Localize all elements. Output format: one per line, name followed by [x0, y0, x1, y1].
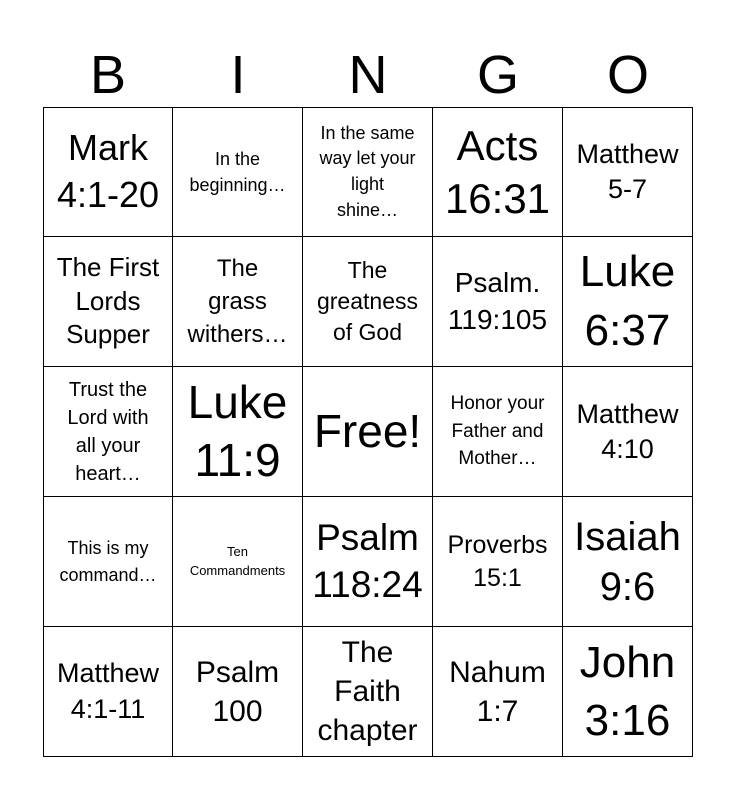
bingo-cell-r3c4[interactable]	[433, 367, 563, 497]
cell-text: Honor your Father and Mother…	[450, 393, 545, 470]
cell-text: The First Lords Supper	[56, 251, 160, 350]
bingo-cell-r4c1[interactable]	[43, 497, 173, 627]
cell-text: Trust the Lord with all your heart…	[67, 378, 149, 485]
bingo-cell-r1c2[interactable]	[173, 107, 303, 237]
bingo-cell-r4c2[interactable]	[173, 497, 303, 627]
bingo-header	[43, 44, 693, 106]
header-letter-o: O	[606, 45, 649, 105]
bingo-cell-r1c4[interactable]	[433, 107, 563, 237]
cell-text: Matthew 5-7	[576, 139, 679, 204]
bingo-cell-r4c3[interactable]	[303, 497, 433, 627]
cell-text: Acts 16:31	[444, 121, 551, 222]
bingo-cell-r1c5[interactable]	[563, 107, 693, 237]
bingo-cell-r2c5[interactable]	[563, 237, 693, 367]
bingo-cell-r5c2[interactable]	[173, 627, 303, 757]
cell-text: Ten Commandments	[189, 544, 286, 578]
cell-text: Free!	[313, 405, 422, 458]
bingo-cell-r3c1[interactable]	[43, 367, 173, 497]
bingo-cell-r5c4[interactable]	[433, 627, 563, 757]
bingo-cell-r5c5[interactable]	[563, 627, 693, 757]
header-letter-n: N	[348, 45, 388, 105]
cell-text: Psalm 118:24	[312, 516, 423, 605]
cell-text: Mark 4:1-20	[56, 127, 160, 215]
cell-text: Matthew 4:10	[576, 398, 679, 464]
cell-text: Matthew 4:1-11	[56, 657, 160, 724]
header-letter-b: B	[89, 45, 127, 105]
bingo-board	[43, 107, 693, 757]
cell-text: John 3:16	[579, 638, 676, 745]
cell-text: Luke 6:37	[579, 247, 676, 355]
bingo-cell-r3c3[interactable]	[303, 367, 433, 497]
cell-text: Proverbs 15:1	[447, 530, 548, 592]
bingo-cell-r5c1[interactable]	[43, 627, 173, 757]
bingo-cell-r3c5[interactable]	[563, 367, 693, 497]
bingo-cell-r3c2[interactable]	[173, 367, 303, 497]
cell-text: This is my command…	[59, 538, 157, 585]
header-letter-g: G	[476, 45, 519, 105]
bingo-cell-r2c1[interactable]	[43, 237, 173, 367]
bingo-cell-r2c4[interactable]	[433, 237, 563, 367]
bingo-cell-r5c3[interactable]	[303, 627, 433, 757]
bingo-cell-r4c5[interactable]	[563, 497, 693, 627]
cell-text: The greatness of God	[316, 256, 418, 346]
cell-text: Psalm. 119:105	[447, 266, 548, 335]
cell-text: Psalm 100	[195, 655, 280, 728]
cell-text: The Faith chapter	[317, 636, 418, 747]
cell-text: Luke 11:9	[187, 375, 288, 486]
cell-text: In the beginning…	[189, 148, 286, 195]
bingo-cell-r2c3[interactable]	[303, 237, 433, 367]
cell-text: The grass withers…	[187, 254, 288, 349]
cell-text: Nahum 1:7	[449, 655, 546, 728]
header-letter-i: I	[230, 45, 246, 105]
bingo-cell-r1c3[interactable]	[303, 107, 433, 237]
cell-text: Isaiah 9:6	[574, 514, 681, 609]
cell-text: In the same way let your light shine…	[319, 122, 416, 220]
bingo-cell-r2c2[interactable]	[173, 237, 303, 367]
bingo-cell-r1c1[interactable]	[43, 107, 173, 237]
bingo-cell-r4c4[interactable]	[433, 497, 563, 627]
